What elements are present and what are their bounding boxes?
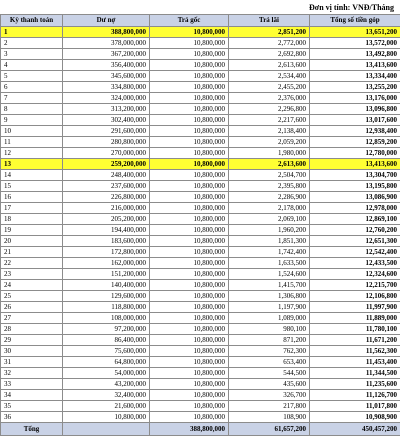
cell-tong: 13,413,600 [310,60,400,71]
cell-tra-goc: 10,800,000 [150,159,229,170]
cell-tra-lai: 544,500 [229,368,310,379]
cell-du-no: 151,200,000 [63,269,150,280]
cell-du-no: 248,400,000 [63,170,150,181]
cell-ky: 10 [1,126,63,137]
cell-ky: 1 [1,27,63,38]
total-du-no [63,423,150,436]
cell-tra-lai: 2,376,000 [229,93,310,104]
cell-du-no: 140,400,000 [63,280,150,291]
cell-tra-goc: 10,800,000 [150,126,229,137]
cell-ky: 32 [1,368,63,379]
cell-du-no: 183,600,000 [63,236,150,247]
cell-tra-lai: 2,534,400 [229,71,310,82]
cell-ky: 19 [1,225,63,236]
cell-tra-goc: 10,800,000 [150,346,229,357]
cell-tra-lai: 1,742,400 [229,247,310,258]
cell-du-no: 21,600,000 [63,401,150,412]
cell-tra-goc: 10,800,000 [150,82,229,93]
cell-tra-lai: 1,980,000 [229,148,310,159]
cell-ky: 21 [1,247,63,258]
cell-du-no: 205,200,000 [63,214,150,225]
table-row [1,148,400,159]
cell-tra-lai: 2,138,400 [229,126,310,137]
cell-ky: 11 [1,137,63,148]
table-row [1,335,400,346]
cell-tra-lai: 1,851,300 [229,236,310,247]
table-row [1,93,400,104]
cell-tra-goc: 10,800,000 [150,368,229,379]
cell-tong: 12,542,400 [310,247,400,258]
cell-ky: 20 [1,236,63,247]
cell-tra-lai: 2,296,800 [229,104,310,115]
cell-ky: 17 [1,203,63,214]
unit-note: Đơn vị tính: VNĐ/Tháng [309,2,394,14]
cell-tra-goc: 10,800,000 [150,71,229,82]
header-row [1,15,400,27]
cell-tra-lai: 2,217,600 [229,115,310,126]
cell-ky: 35 [1,401,63,412]
cell-ky: 12 [1,148,63,159]
cell-tong: 13,096,800 [310,104,400,115]
table-row [1,214,400,225]
cell-tong: 13,017,600 [310,115,400,126]
cell-du-no: 270,000,000 [63,148,150,159]
cell-du-no: 86,400,000 [63,335,150,346]
cell-tra-goc: 10,800,000 [150,401,229,412]
cell-tra-lai: 1,633,500 [229,258,310,269]
cell-tra-lai: 326,700 [229,390,310,401]
table-row [1,115,400,126]
cell-tong: 11,562,300 [310,346,400,357]
cell-tra-goc: 10,800,000 [150,390,229,401]
cell-tra-goc: 10,800,000 [150,379,229,390]
cell-tra-goc: 10,800,000 [150,104,229,115]
cell-tra-lai: 2,613,600 [229,60,310,71]
cell-tra-lai: 1,960,200 [229,225,310,236]
cell-tong: 13,651,200 [310,27,400,38]
cell-tra-lai: 1,524,600 [229,269,310,280]
cell-tong: 11,344,500 [310,368,400,379]
cell-ky: 22 [1,258,63,269]
table-row [1,236,400,247]
table-row [1,159,400,170]
cell-ky: 24 [1,280,63,291]
table-row [1,60,400,71]
cell-tra-lai: 1,089,000 [229,313,310,324]
cell-tra-lai: 2,455,200 [229,82,310,93]
cell-du-no: 97,200,000 [63,324,150,335]
cell-tong: 13,086,900 [310,192,400,203]
cell-ky: 15 [1,181,63,192]
cell-tra-lai: 1,306,800 [229,291,310,302]
header-tra-goc: Trả gốc [150,15,229,27]
total-tra-goc: 388,800,000 [150,423,229,436]
table-row [1,357,400,368]
cell-tong: 11,780,100 [310,324,400,335]
cell-tra-goc: 10,800,000 [150,302,229,313]
cell-tong: 12,859,200 [310,137,400,148]
cell-du-no: 172,800,000 [63,247,150,258]
total-row [1,423,400,436]
cell-ky: 9 [1,115,63,126]
cell-ky: 3 [1,49,63,60]
cell-du-no: 108,000,000 [63,313,150,324]
cell-tra-lai: 2,059,200 [229,137,310,148]
cell-ky: 23 [1,269,63,280]
header-du-no: Dư nợ [63,15,150,27]
header-tong-so-tien-gop: Tổng số tiền góp [310,15,400,27]
table-row [1,27,400,38]
table-row [1,104,400,115]
loan-schedule-table [0,14,400,436]
cell-tong: 13,195,800 [310,181,400,192]
cell-ky: 31 [1,357,63,368]
table-row [1,49,400,60]
total-label: Tổng [1,423,63,436]
cell-tra-lai: 1,197,900 [229,302,310,313]
table-row [1,269,400,280]
cell-ky: 14 [1,170,63,181]
cell-du-no: 54,000,000 [63,368,150,379]
cell-tong: 11,235,600 [310,379,400,390]
cell-tra-goc: 10,800,000 [150,324,229,335]
cell-tra-lai: 2,504,700 [229,170,310,181]
cell-ky: 8 [1,104,63,115]
cell-du-no: 216,000,000 [63,203,150,214]
table-row [1,247,400,258]
table-row [1,38,400,49]
cell-tra-lai: 2,286,900 [229,192,310,203]
cell-tra-lai: 871,200 [229,335,310,346]
cell-tra-goc: 10,800,000 [150,335,229,346]
cell-tong: 11,671,200 [310,335,400,346]
cell-tra-goc: 10,800,000 [150,38,229,49]
total-tra-lai: 61,657,200 [229,423,310,436]
cell-du-no: 64,800,000 [63,357,150,368]
cell-tra-lai: 2,178,000 [229,203,310,214]
cell-tong: 12,978,000 [310,203,400,214]
cell-tong: 12,760,200 [310,225,400,236]
cell-ky: 13 [1,159,63,170]
cell-tra-lai: 2,851,200 [229,27,310,38]
cell-tra-lai: 2,395,800 [229,181,310,192]
cell-du-no: 345,600,000 [63,71,150,82]
cell-du-no: 280,800,000 [63,137,150,148]
cell-tong: 12,215,700 [310,280,400,291]
cell-tong: 11,017,800 [310,401,400,412]
cell-tra-goc: 10,800,000 [150,214,229,225]
cell-tra-goc: 10,800,000 [150,181,229,192]
cell-ky: 29 [1,335,63,346]
cell-ky: 26 [1,302,63,313]
cell-du-no: 32,400,000 [63,390,150,401]
cell-du-no: 291,600,000 [63,126,150,137]
table-row [1,192,400,203]
cell-ky: 25 [1,291,63,302]
cell-tra-lai: 2,613,600 [229,159,310,170]
cell-tong: 13,413,600 [310,159,400,170]
cell-tra-lai: 762,300 [229,346,310,357]
cell-tra-lai: 2,692,800 [229,49,310,60]
cell-ky: 27 [1,313,63,324]
cell-tra-goc: 10,800,000 [150,313,229,324]
table-row [1,368,400,379]
cell-du-no: 237,600,000 [63,181,150,192]
cell-tra-goc: 10,800,000 [150,280,229,291]
table-row [1,203,400,214]
cell-tong: 12,780,000 [310,148,400,159]
cell-ky: 33 [1,379,63,390]
cell-tra-goc: 10,800,000 [150,93,229,104]
cell-tra-goc: 10,800,000 [150,412,229,423]
cell-tra-goc: 10,800,000 [150,49,229,60]
cell-tong: 11,997,900 [310,302,400,313]
cell-du-no: 43,200,000 [63,379,150,390]
cell-tra-lai: 653,400 [229,357,310,368]
table-row [1,71,400,82]
table-row [1,126,400,137]
cell-tra-goc: 10,800,000 [150,291,229,302]
cell-tong: 12,869,100 [310,214,400,225]
cell-du-no: 367,200,000 [63,49,150,60]
cell-tra-lai: 435,600 [229,379,310,390]
cell-du-no: 129,600,000 [63,291,150,302]
cell-tong: 11,889,000 [310,313,400,324]
cell-du-no: 10,800,000 [63,412,150,423]
table-row [1,324,400,335]
table-row [1,82,400,93]
cell-ky: 4 [1,60,63,71]
cell-tong: 12,651,300 [310,236,400,247]
table-row [1,137,400,148]
cell-ky: 18 [1,214,63,225]
cell-du-no: 334,800,000 [63,82,150,93]
cell-du-no: 313,200,000 [63,104,150,115]
cell-ky: 34 [1,390,63,401]
cell-du-no: 226,800,000 [63,192,150,203]
cell-tong: 12,324,600 [310,269,400,280]
cell-du-no: 356,400,000 [63,60,150,71]
cell-du-no: 118,800,000 [63,302,150,313]
cell-tong: 13,255,200 [310,82,400,93]
cell-ky: 7 [1,93,63,104]
cell-tong: 12,106,800 [310,291,400,302]
cell-tra-goc: 10,800,000 [150,247,229,258]
cell-tra-lai: 108,900 [229,412,310,423]
table-row [1,280,400,291]
table-row [1,170,400,181]
cell-tong: 13,334,400 [310,71,400,82]
cell-du-no: 194,400,000 [63,225,150,236]
cell-tra-goc: 10,800,000 [150,192,229,203]
table-row [1,390,400,401]
cell-tra-goc: 10,800,000 [150,60,229,71]
cell-tong: 12,433,500 [310,258,400,269]
cell-du-no: 302,400,000 [63,115,150,126]
cell-du-no: 162,000,000 [63,258,150,269]
cell-du-no: 388,800,000 [63,27,150,38]
cell-du-no: 259,200,000 [63,159,150,170]
header-ky-thanh-toan: Kỳ thanh toán [1,15,63,27]
cell-tra-lai: 2,772,000 [229,38,310,49]
cell-tra-goc: 10,800,000 [150,269,229,280]
cell-ky: 30 [1,346,63,357]
cell-tra-goc: 10,800,000 [150,357,229,368]
table-row [1,181,400,192]
cell-tra-goc: 10,800,000 [150,170,229,181]
cell-du-no: 378,000,000 [63,38,150,49]
cell-tong: 13,492,800 [310,49,400,60]
cell-ky: 36 [1,412,63,423]
table-row [1,346,400,357]
cell-tong: 13,304,700 [310,170,400,181]
cell-tong: 11,453,400 [310,357,400,368]
table-row [1,225,400,236]
cell-tra-goc: 10,800,000 [150,258,229,269]
cell-ky: 2 [1,38,63,49]
cell-tra-goc: 10,800,000 [150,137,229,148]
cell-tong: 11,126,700 [310,390,400,401]
table-body [1,27,400,423]
cell-tra-lai: 980,100 [229,324,310,335]
cell-ky: 28 [1,324,63,335]
table-row [1,258,400,269]
cell-tra-goc: 10,800,000 [150,115,229,126]
cell-du-no: 324,000,000 [63,93,150,104]
cell-tong: 13,572,000 [310,38,400,49]
table-row [1,379,400,390]
table-row [1,302,400,313]
cell-tra-goc: 10,800,000 [150,27,229,38]
table-row [1,313,400,324]
cell-tong: 10,908,900 [310,412,400,423]
table-row [1,401,400,412]
total-tong: 450,457,200 [310,423,400,436]
cell-tra-goc: 10,800,000 [150,225,229,236]
cell-tra-goc: 10,800,000 [150,236,229,247]
cell-ky: 6 [1,82,63,93]
cell-du-no: 75,600,000 [63,346,150,357]
header-tra-lai: Trả lãi [229,15,310,27]
cell-tong: 13,176,000 [310,93,400,104]
cell-tong: 12,938,400 [310,126,400,137]
cell-tra-goc: 10,800,000 [150,203,229,214]
cell-ky: 16 [1,192,63,203]
cell-tra-lai: 2,069,100 [229,214,310,225]
table-row [1,291,400,302]
cell-tra-lai: 1,415,700 [229,280,310,291]
cell-tra-goc: 10,800,000 [150,148,229,159]
cell-ky: 5 [1,71,63,82]
table-row [1,412,400,423]
cell-tra-lai: 217,800 [229,401,310,412]
